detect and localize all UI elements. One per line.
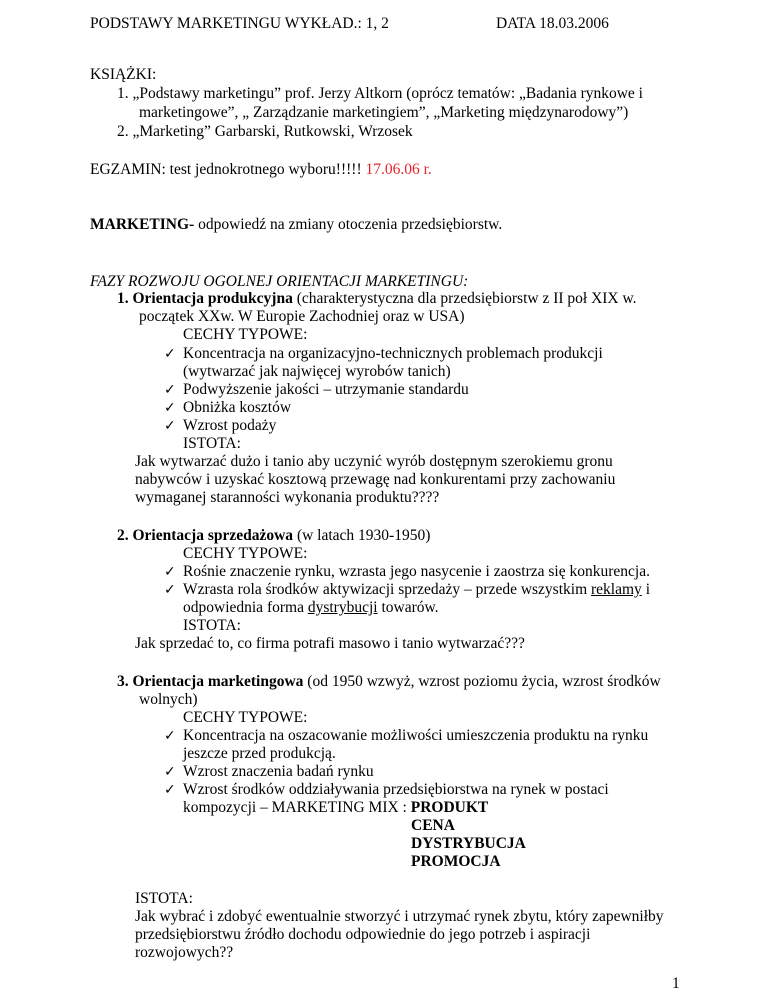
sec2-name: Orientacja sprzedażowa — [132, 527, 294, 544]
sec3-mix-label: kompozycji – MARKETING MIX : — [183, 799, 411, 816]
header-date: DATA 18.03.2006 — [496, 15, 609, 32]
sec3-feature-1-cont: jeszcze przed produkcją. — [183, 745, 336, 762]
exam-label: EGZAMIN: test jednokrotnego wyboru!!!!! — [90, 161, 366, 178]
sec2-feature-2-end: i — [641, 581, 650, 598]
sec3-num: 3. — [117, 673, 129, 690]
sec3-features-label: CECHY TYPOWE: — [183, 709, 308, 726]
sec2-feature-2-cont — [183, 598, 439, 618]
sec1-desc-cont: początek XXw. W Europie Zachodniej oraz w USA) — [139, 308, 465, 325]
mix-item-dystrybucja: DYSTRYBUCJA — [411, 835, 526, 852]
sec3-name: Orientacja marketingowa — [132, 673, 304, 690]
sec1-essence-3: wymaganej staranności wykonania produktu???? — [135, 489, 440, 506]
sec2-feature-2-text: Wzrasta rola środków aktywizacji sprzedaży – przede wszystkim — [183, 581, 592, 598]
sec2-desc: (w latach 1930-1950) — [293, 527, 431, 544]
book-item-1: 1. „Podstawy marketingu” prof. Jerzy Altkorn (oprócz tematów: „Badania rynkowe i — [117, 85, 643, 102]
sec1-essence-label: ISTOTA: — [183, 435, 241, 452]
sec2-reklamy: reklamy — [591, 581, 642, 598]
sec2-feature-2-cont-end: towarów. — [377, 599, 439, 616]
sec1-heading — [117, 289, 637, 309]
sec2-num: 2. — [117, 527, 129, 544]
sec1-feature-4: Wzrost podaży — [183, 417, 277, 434]
sec3-essence-3: rozwojowych?? — [135, 944, 234, 961]
sec2-heading — [117, 526, 430, 546]
page-number: 1 — [672, 975, 680, 992]
sec1-num: 1. — [117, 290, 129, 307]
exam-line — [90, 160, 432, 180]
definition — [90, 215, 502, 235]
sec3-feature-1: Koncentracja na oszacowanie możliwości umieszczenia produktu na rynku — [183, 727, 649, 744]
check-icon: ✓ — [164, 400, 176, 416]
mix-item-promocja: PROMOCJA — [411, 853, 501, 870]
sec1-name: Orientacja produkcyjna — [132, 290, 293, 307]
sec2-essence-label: ISTOTA: — [183, 617, 241, 634]
check-icon: ✓ — [164, 728, 176, 744]
sec3-feature-3: Wzrost środków oddziaływania przedsiębiorstwa na rynek w postaci — [183, 781, 609, 798]
sec3-desc: (od 1950 wzwyż, wzrost poziomu życia, wzrost środków — [303, 673, 661, 690]
sec2-essence: Jak sprzedać to, co firma potrafi masowo i tanio wytwarzać??? — [135, 635, 525, 652]
sec1-feature-3: Obniżka kosztów — [183, 399, 292, 416]
sec3-essence-1: Jak wybrać i zdobyć ewentualnie stworzyć i utrzymać rynek zbytu, który zapewniłby — [135, 908, 664, 925]
exam-date: 17.06.06 r. — [365, 161, 432, 178]
mix-item-produkt: PRODUKT — [410, 799, 489, 816]
sec1-desc: (charakterystyczna dla przedsiębiorstw z II poł XIX w. — [292, 290, 637, 307]
sec3-heading — [117, 672, 661, 692]
check-icon: ✓ — [164, 582, 176, 598]
check-icon: ✓ — [164, 382, 176, 398]
sec3-essence-2: przedsiębiorstwu źródło dochodu odpowiednie do jego potrzeb i aspiracji — [135, 926, 591, 943]
definition-term: MARKETING- — [90, 216, 195, 233]
sec1-feature-1: Koncentracja na organizacyjno-technicznych problemach produkcji — [183, 345, 603, 362]
book-item-1-cont: marketingowe”, „ Zarządzanie marketingiem”, „Marketing międzynarodowy”) — [139, 104, 629, 121]
mix-item-cena: CENA — [411, 817, 455, 834]
sec3-feature-2: Wzrost znaczenia badań rynku — [183, 763, 374, 780]
books-title: KSIĄŻKI: — [90, 66, 157, 83]
sec3-desc-cont: wolnych) — [139, 691, 198, 708]
sec3-feature-3-cont — [183, 798, 488, 818]
check-icon: ✓ — [164, 782, 176, 798]
sec2-feature-1: Rośnie znaczenie rynku, wzrasta jego nasycenie i zaostrza się konkurencja. — [183, 563, 650, 580]
check-icon: ✓ — [164, 764, 176, 780]
sec1-essence-2: nabywców i uzyskać kosztową przewagę nad konkurentami przy zachowaniu — [135, 471, 616, 488]
sec2-dystrybucji: dystrybucji — [307, 599, 378, 616]
sec1-feature-2: Podwyższenie jakości – utrzymanie standardu — [183, 381, 469, 398]
phases-title: FAZY ROZWOJU OGOLNEJ ORIENTACJI MARKETINGU: — [90, 273, 469, 290]
check-icon: ✓ — [164, 564, 176, 580]
sec1-feature-1-cont: (wytwarzać jak najwięcej wyrobów tanich) — [183, 363, 451, 380]
book-item-2: 2. „Marketing” Garbarski, Rutkowski, Wrzosek — [117, 123, 413, 140]
check-icon: ✓ — [164, 418, 176, 434]
sec2-feature-2-cont-text: odpowiednia forma — [183, 599, 308, 616]
sec3-essence-label: ISTOTA: — [135, 890, 193, 907]
sec2-features-label: CECHY TYPOWE: — [183, 545, 308, 562]
sec1-features-label: CECHY TYPOWE: — [183, 326, 308, 343]
sec2-feature-2 — [183, 580, 650, 600]
definition-text: odpowiedź na zmiany otoczenia przedsiębiorstw. — [194, 216, 503, 233]
sec1-essence-1: Jak wytwarzać dużo i tanio aby uczynić wyrób dostępnym szerokiemu gronu — [135, 453, 613, 470]
check-icon: ✓ — [164, 346, 176, 362]
header-title: PODSTAWY MARKETINGU WYKŁAD.: 1, 2 — [90, 15, 389, 32]
